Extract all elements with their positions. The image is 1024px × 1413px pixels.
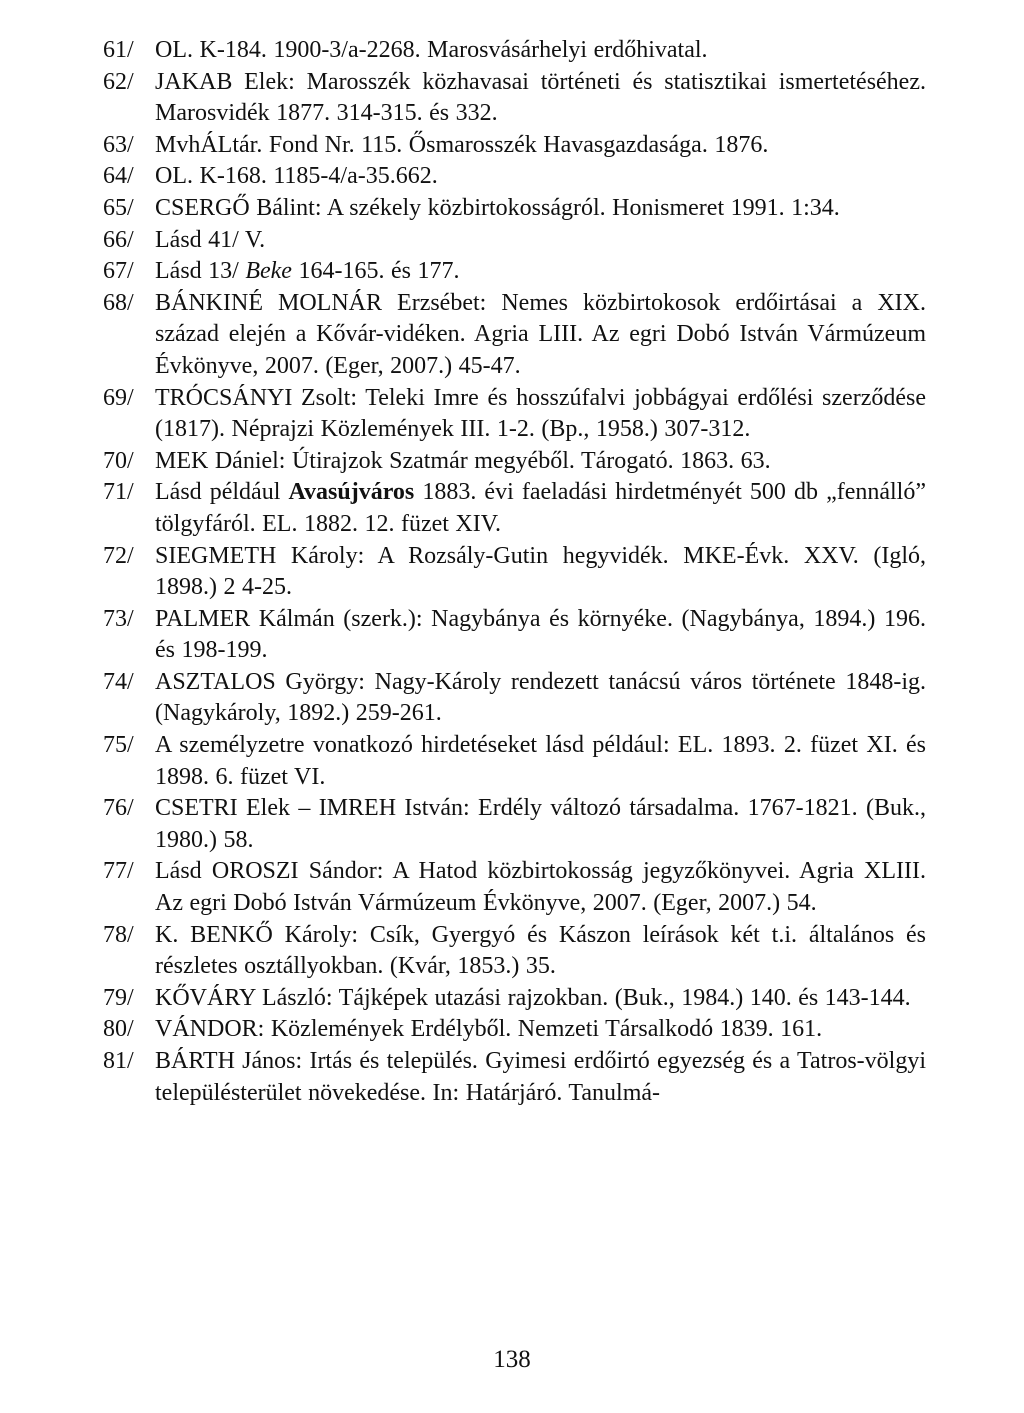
footnote-number: 61/ xyxy=(103,37,134,63)
footnote-number: 64/ xyxy=(103,163,134,190)
footnote-item xyxy=(103,1046,926,1109)
text-segment: JAKAB Elek: Marosszék közhavasai történeti és statisztikai ismertetéséhez. Marosvidék 1877. 314-315. és 332. xyxy=(155,68,926,127)
footnote-number: 76/ xyxy=(103,795,134,822)
text-segment: Lásd OROSZI Sándor: A Hatod közbirtokosság jegyzőkönyvei. Agria XLIII. Az egri Dobó István Vármúzeum Évkönyve, 2007. (Eger, 2007.) 54. xyxy=(155,858,926,917)
footnote-number: 71/ xyxy=(103,479,134,506)
text-segment: K. BENKŐ Károly: Csík, Gyergyó és Kászon leírások két t.i. általános és részletes osztállyokban. (Kvár, 1853.) 35. xyxy=(155,921,926,980)
footnote-number: 63/ xyxy=(103,131,134,158)
footnote-item xyxy=(103,541,926,604)
text-segment: VÁNDOR: Közlemények Erdélyből. Nemzeti Társalkodó 1839. 161. xyxy=(155,1016,823,1043)
footnote-number: 74/ xyxy=(103,668,134,695)
footnote-item xyxy=(103,446,926,478)
footnote-number: 80/ xyxy=(103,1016,134,1043)
footnote-number: 65/ xyxy=(103,194,134,221)
footnote-item xyxy=(103,477,926,540)
text-segment: OL. K-184. 1900-3/a-2268. Marosvásárhelyi erdőhivatal. xyxy=(155,37,708,63)
footnote-item xyxy=(103,1014,926,1046)
footnote-text xyxy=(155,67,926,130)
footnote-list xyxy=(103,35,926,1109)
text-segment: PALMER Kálmán (szerk.): Nagybánya és környéke. (Nagybánya, 1894.) 196. és 198-199. xyxy=(155,605,926,664)
footnote-number: 69/ xyxy=(103,384,134,411)
footnote-text xyxy=(155,667,926,730)
text-segment: OL. K-168. 1185-4/a-35.662. xyxy=(155,163,438,190)
footnote-number: 68/ xyxy=(103,289,134,316)
page-number: 138 xyxy=(493,1346,531,1373)
footnote-text xyxy=(155,161,926,193)
text-segment: KŐVÁRY László: Tájképek utazási rajzokban. (Buk., 1984.) 140. és 143-144. xyxy=(155,984,911,1011)
footnote-text xyxy=(155,793,926,856)
footnote-number: 67/ xyxy=(103,258,134,285)
text-segment: 1883. évi faeladási hirdetményét 500 db „fennálló” tölgyfáról. EL. 1882. 12. füzet XIV. xyxy=(155,479,927,537)
text-segment: Lásd például xyxy=(155,479,289,506)
footnote-text xyxy=(155,225,926,257)
footnote-number: 77/ xyxy=(103,858,134,885)
footnote-text xyxy=(155,256,926,288)
text-segment: A személyzetre vonatkozó hirdetéseket lásd például: EL. 1893. 2. füzet XI. és 1898. 6. füzet VI. xyxy=(155,732,926,790)
text-segment: Lásd 41/ V. xyxy=(155,226,266,253)
footnote-item xyxy=(103,920,926,983)
footnote-item xyxy=(103,856,926,919)
text-segment: MEK Dániel: Útirajzok Szatmár megyéből. Tárogató. 1863. 63. xyxy=(155,447,771,474)
text-segment: CSETRI Elek – IMREH István: Erdély változó társadalma. 1767-1821. (Buk., 1980.) 58. xyxy=(155,795,926,853)
footnote-number: 73/ xyxy=(103,605,134,632)
footnote-text xyxy=(155,730,926,793)
text-segment: CSERGŐ Bálint: A székely közbirtokosságról. Honismeret 1991. 1:34. xyxy=(155,194,840,221)
footnote-number: 79/ xyxy=(103,984,134,1011)
footnote-text xyxy=(155,983,926,1015)
footnote-text xyxy=(155,288,926,383)
footnote-text xyxy=(155,35,926,67)
text-segment: BÁRTH János: Irtás és település. Gyimesi erdőirtó egyezség és a Tatros-völgyi településterület növekedése. In: Határjáró. Tanulmá- xyxy=(155,1048,926,1106)
footnote-item xyxy=(103,35,926,67)
footnote-text xyxy=(155,1014,926,1046)
footnote-item xyxy=(103,793,926,856)
footnote-item xyxy=(103,604,926,667)
footnote-number: 62/ xyxy=(103,68,134,95)
bold-text: Avasújváros xyxy=(288,479,415,506)
footnote-text xyxy=(155,604,926,667)
footnote-item xyxy=(103,256,926,288)
text-segment: ASZTALOS György: Nagy-Károly rendezett tanácsú város története 1848-ig. (Nagykároly, 1892.) 259-261. xyxy=(155,668,926,727)
footnote-item xyxy=(103,161,926,193)
footnote-item xyxy=(103,730,926,793)
footnote-item xyxy=(103,130,926,162)
footnote-text xyxy=(155,477,926,540)
text-segment: Lásd 13/ xyxy=(155,258,246,285)
footnote-item xyxy=(103,193,926,225)
text-segment: TRÓCSÁNYI Zsolt: Teleki Imre és hosszúfalvi jobbágyai erdőlési szerződése (1817). Néprajzi Közlemények III. 1-2. (Bp., 1958.) 307-312. xyxy=(155,384,926,443)
footnote-number: 70/ xyxy=(103,447,134,474)
footnote-text xyxy=(155,1046,926,1109)
footnote-text xyxy=(155,193,926,225)
footnote-number: 72/ xyxy=(103,542,134,569)
text-segment: 164-165. és 177. xyxy=(291,258,460,285)
footnote-text xyxy=(155,856,926,919)
footnote-item xyxy=(103,983,926,1015)
footnote-item xyxy=(103,225,926,257)
footnote-text xyxy=(155,920,926,983)
footnote-item xyxy=(103,288,926,383)
text-segment: BÁNKINÉ MOLNÁR Erzsébet: Nemes közbirtokosok erdőirtásai a XIX. század elején a Kővár-vidéken. Agria LIII. Az egri Dobó István Vármúzeum Évkönyve, 2007. (Eger, 2007.) 45-47. xyxy=(155,289,926,379)
footnote-number: 75/ xyxy=(103,732,134,759)
footnote-number: 66/ xyxy=(103,226,134,253)
footnote-number: 81/ xyxy=(103,1048,134,1074)
text-segment: MvhÁLtár. Fond Nr. 115. Ősmarosszék Havasgazdasága. 1876. xyxy=(155,131,769,158)
italic-text: Beke xyxy=(245,258,292,285)
text-segment: SIEGMETH Károly: A Rozsály-Gutin hegyvidék. MKE-Évk. XXV. (Igló, 1898.) 2 4-25. xyxy=(155,542,926,601)
footnote-item xyxy=(103,67,926,130)
footnote-item xyxy=(103,667,926,730)
footnote-text xyxy=(155,541,926,604)
footnote-text xyxy=(155,383,926,446)
footnote-text xyxy=(155,130,926,162)
footnote-text xyxy=(155,446,926,478)
footnote-item xyxy=(103,383,926,446)
footnote-number: 78/ xyxy=(103,921,134,948)
